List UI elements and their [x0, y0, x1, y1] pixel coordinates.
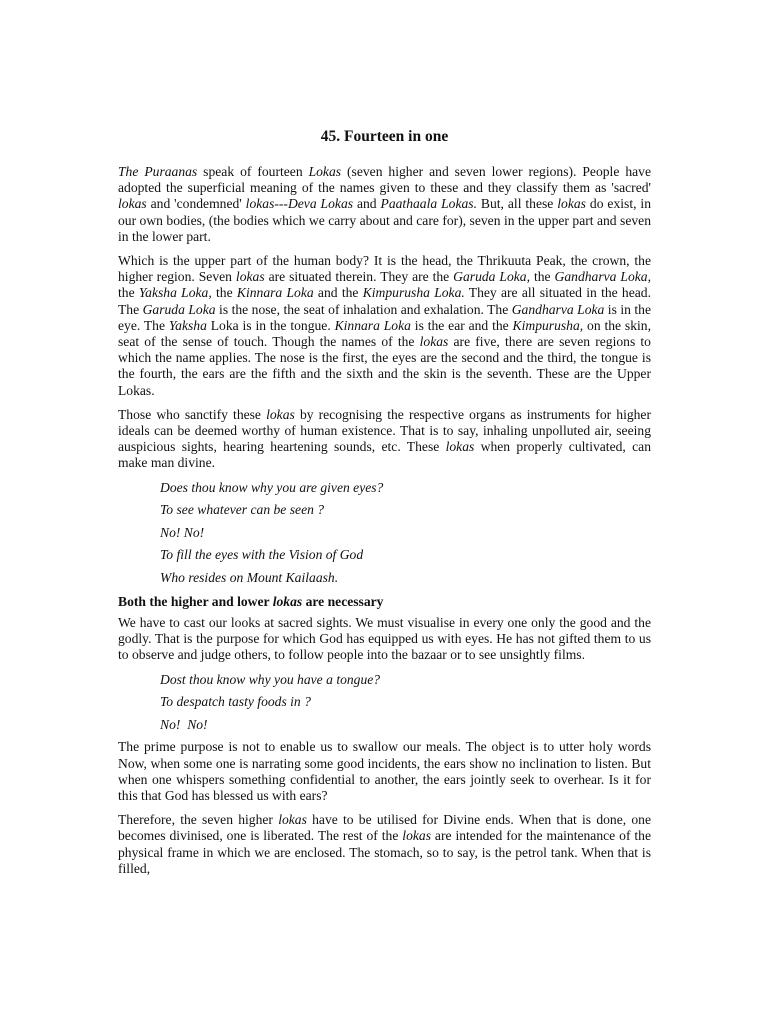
text-span: are situated therein. They are the	[264, 269, 454, 285]
verse-eyes	[160, 480, 651, 586]
verse-line: Dost thou know why you have a tongue?	[160, 671, 381, 687]
text-span: But, all these	[476, 196, 558, 212]
text-span: Garuda Loka,	[453, 269, 531, 285]
verse-line: Does thou know why you are given eyes?	[160, 479, 384, 495]
text-span: Both the higher and lower	[118, 594, 273, 610]
text-span: are intended for the maintenance of the physical frame in which we are enclosed. The stomach, so to say, is the petrol tank. When that is filled,	[118, 828, 652, 876]
verse-line: To fill the eyes with the Vision of God	[160, 547, 364, 563]
text-span: are five, there are seven regions to which the name applies. The nose is the first, the eyes are the second and the third, the tongue is the fourth, the ears are the fifth and the sixth and the skin is the seventh. These are the Upper Lokas.	[118, 334, 651, 398]
text-span: lokas---Deva Lokas	[245, 196, 354, 212]
verse-line: To despatch tasty foods in ?	[160, 694, 311, 710]
text-span: lokas	[266, 406, 295, 422]
text-span: by recognising the respective organs as instruments for higher ideals can be deemed worthy of human existence. That is to say, inhaling unpolluted air, seeing auspicious sights, hearing heartening sounds, etc. These	[118, 406, 651, 455]
text-span: Yaksha	[168, 317, 207, 333]
text-span: Gandharva Loka,	[554, 269, 651, 285]
text-span: the	[530, 269, 555, 285]
text-span: when properly cultivated, can make man divine.	[118, 439, 652, 471]
text-span: lokas	[445, 439, 475, 455]
paragraph-sacred-sights: We have to cast our looks at sacred sights. We must visualise in every one only the good and the godly. That is the purpose for which God has equipped us with eyes. He has not gifted them to us to observe and judge others, to follow people into the bazaar or to see unsightly films.	[118, 615, 651, 663]
paragraph-upper-body	[118, 253, 651, 399]
text-span: lokas	[278, 812, 307, 828]
text-span: Therefore, the seven higher	[118, 812, 279, 828]
document-page	[118, 128, 651, 885]
verse-tongue	[160, 672, 651, 733]
text-span: is the nose, the seat of inhalation and exhalation. The	[215, 301, 512, 317]
text-span: They are all situated in the head. The	[118, 285, 651, 317]
text-span: the	[211, 285, 237, 301]
verse-line: To see whatever can be seen ?	[160, 502, 325, 518]
text-span: Those who sanctify these	[118, 406, 267, 422]
verse-line: Who resides on Mount Kailaash.	[160, 570, 339, 586]
text-span: Yaksha Loka,	[138, 285, 212, 301]
text-span: speak of fourteen	[197, 164, 309, 179]
text-span: lokas	[419, 334, 449, 350]
text-span: and the	[313, 285, 363, 301]
text-span: lokas	[235, 269, 265, 285]
text-span: and	[353, 196, 381, 212]
text-span: Kinnara Loka	[236, 285, 314, 301]
paragraph-prime-purpose: The prime purpose is not to enable us to swallow our meals. The object is to utter holy words Now, when some one is narrating some good incidents, the ears show no inclination to listen. But when one whispers something confidential to another, the ears jointly seek to overhear. Is it for this that God has blessed us with ears?	[118, 739, 651, 804]
paragraph-seven-higher	[118, 812, 651, 877]
text-span: lokas	[557, 196, 586, 212]
text-span: is in the eye. The	[118, 301, 651, 333]
text-span: lokas	[272, 594, 303, 610]
text-span: lokas	[402, 828, 431, 844]
text-span: have to be utilised for Divine ends. When that is done, one becomes divinised, one is liberated. The rest of the	[118, 812, 651, 844]
text-span: Kimpurusha Loka.	[362, 285, 465, 301]
text-span: the	[118, 285, 139, 301]
text-span: Kimpurusha,	[512, 317, 584, 333]
text-span: Garuda Loka	[142, 301, 216, 317]
text-span: are necessary	[302, 594, 384, 610]
text-span: lokas	[118, 196, 147, 212]
text-span: (seven higher and seven lower regions). People have adopted the superficial meaning of the names given to these and they classify them as 'sacred'	[118, 164, 651, 196]
text-span: and 'condemned'	[146, 196, 246, 212]
text-span: Paathaala Lokas.	[380, 196, 477, 212]
text-span: is the ear and the	[410, 317, 513, 333]
section-heading	[118, 594, 651, 610]
verse-line: No! No!	[160, 524, 205, 540]
text-span: on the skin, seat of the sense of touch. Though the names of the	[118, 317, 651, 350]
verse-line: No! No!	[160, 716, 208, 732]
text-span: Lokas	[308, 164, 342, 179]
paragraph-puraanas	[118, 164, 651, 245]
paragraph-sanctify	[118, 407, 651, 472]
text-span: Gandharva Loka	[511, 301, 605, 317]
text-span: Kinnara Loka	[334, 317, 411, 333]
text-span: Loka is in the tongue.	[206, 317, 335, 333]
text-span: The Puraanas	[118, 164, 198, 179]
text-span: do exist, in our own bodies, (the bodies which we carry about and care for), seven in the upper part and seven in the lower part.	[118, 196, 651, 244]
page-title: 45. Fourteen in one	[320, 128, 449, 145]
text-span: Which is the upper part of the human body? It is the head, the Thrikuuta Peak, the crown, the higher region. Seven	[118, 253, 651, 285]
